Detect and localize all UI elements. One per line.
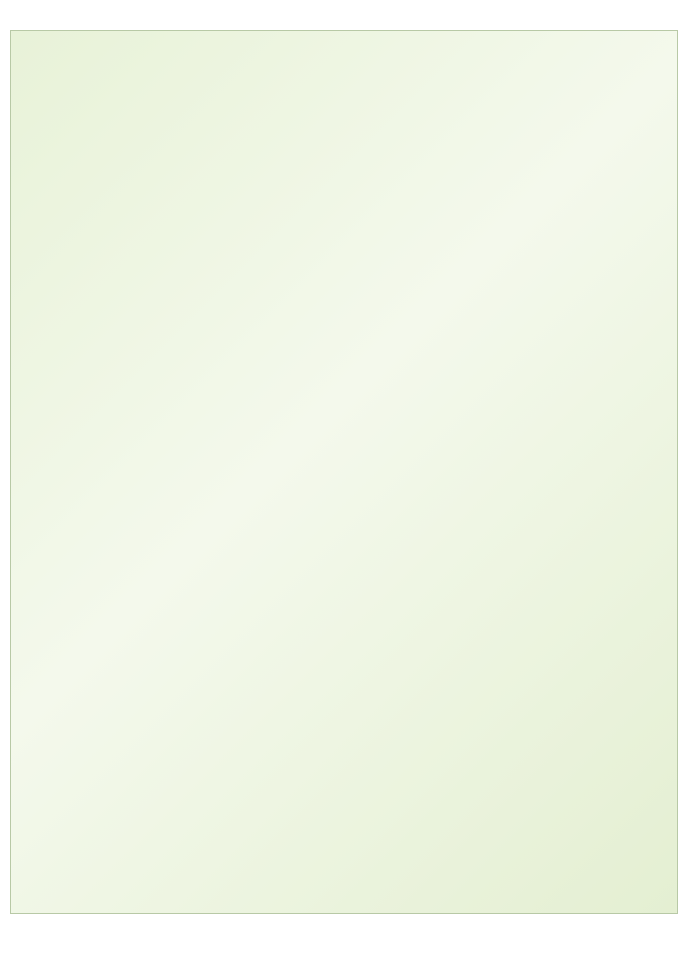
matching-table [15, 103, 675, 873]
